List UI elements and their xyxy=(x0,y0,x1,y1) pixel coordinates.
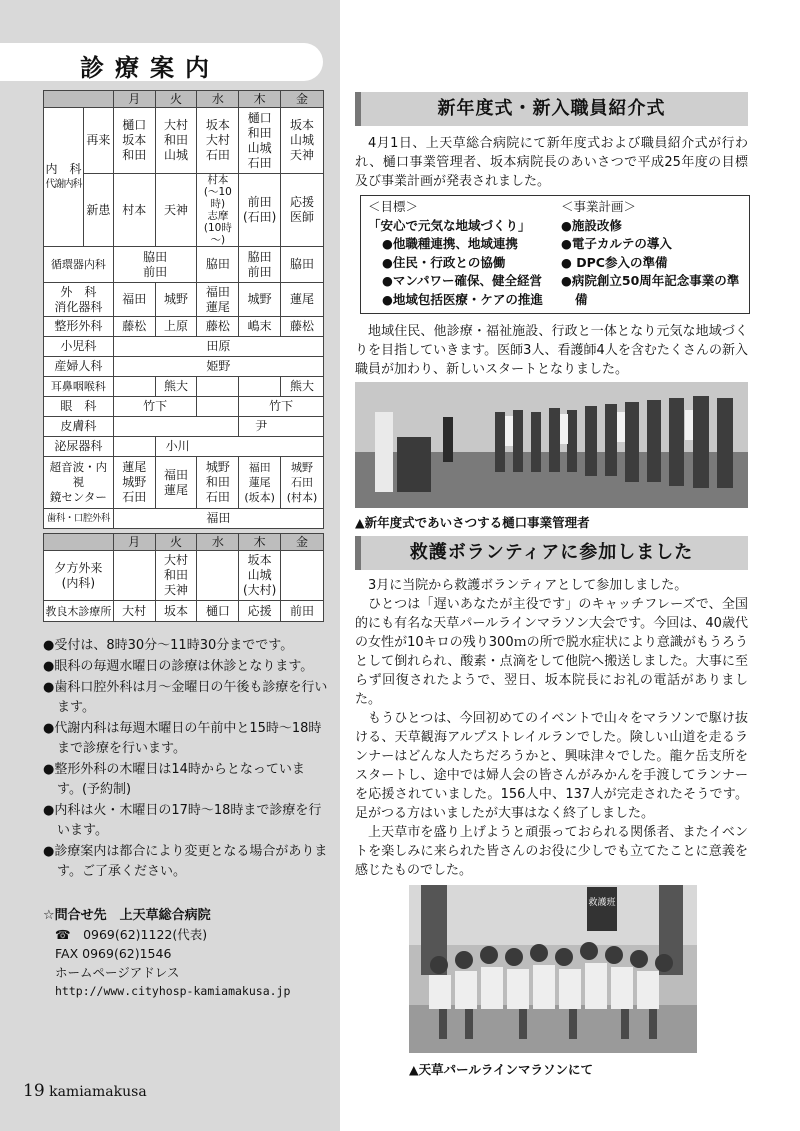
doctor-cell: 城野 石田 (村本) xyxy=(281,457,324,509)
page-number xyxy=(23,1081,147,1101)
schedule-table xyxy=(43,90,324,529)
ceremony-photo-image xyxy=(355,382,748,508)
article2-title: 救護ボランティアに参加しました xyxy=(355,536,748,570)
evening-table xyxy=(43,533,324,622)
dept-yugata: 夕方外来 (内科) xyxy=(44,551,114,601)
plans-column xyxy=(561,198,747,309)
ceremony-caption: ▲新年度式であいさつする樋口事業管理者 xyxy=(355,515,590,530)
doctor-cell: 嶋末 xyxy=(239,317,281,337)
dept-seikei: 整形外科 xyxy=(44,317,114,337)
doctor-cell: 福田 xyxy=(113,283,155,317)
doctor-cell: 藤松 xyxy=(197,317,239,337)
plans-heading: ＜事業計画＞ xyxy=(561,199,637,214)
dept-shika: 歯科・口腔外科 xyxy=(44,509,114,529)
plan-item: ●施設改修 xyxy=(561,217,622,233)
doctor-cell: 姫野 xyxy=(113,357,323,377)
section-title: 診療案内 xyxy=(80,54,220,82)
dept-jibi: 耳鼻咽喉科 xyxy=(44,377,114,397)
doctor-cell: 藤松 xyxy=(281,317,324,337)
goal-item: ●住民・行政との協働 xyxy=(382,254,506,270)
note-item: ●歯科口腔外科は月～金曜日の午後も診療を行います。 xyxy=(43,680,328,715)
day-header: 火 xyxy=(155,534,197,551)
doctor-cell: 小川 xyxy=(155,437,323,457)
dept-shoni: 小児科 xyxy=(44,337,114,357)
doctor-cell xyxy=(197,397,239,417)
doctor-cell: 大村 和田 山城 xyxy=(155,108,197,174)
doctor-cell xyxy=(113,377,155,397)
dept-sanfujin: 産婦人科 xyxy=(44,357,114,377)
goal-item: ●マンパワー確保、健全経営 xyxy=(382,273,543,288)
doctor-cell: 大村 和田 天神 xyxy=(155,551,197,601)
plan-item: ●病院創立50周年記念事業の準備 xyxy=(561,273,740,307)
day-header: 月 xyxy=(113,91,155,108)
doctor-cell: 脇田 前田 xyxy=(239,247,281,283)
goal-item: ●地域包括医療・ケアの推進 xyxy=(382,291,543,307)
dept-hifu: 皮膚科 xyxy=(44,417,114,437)
doctor-cell: 蓮尾 xyxy=(281,283,324,317)
section-title-box xyxy=(0,43,323,81)
doctor-cell: 福田 蓮尾 (坂本) xyxy=(239,457,281,509)
doctor-cell xyxy=(197,551,239,601)
goals-heading: ＜目標＞ xyxy=(368,199,419,214)
doctor-cell: 前田 xyxy=(281,601,324,622)
contact-url[interactable]: http://www.cityhosp-kamiamakusa.jp xyxy=(55,984,291,998)
day-header: 木 xyxy=(239,91,281,108)
dept-hinyo: 泌尿器科 xyxy=(44,437,114,457)
doctor-cell: 坂本 xyxy=(155,601,197,622)
goal-item: 「安心で元気な地域づくり」 xyxy=(368,217,531,233)
doctor-cell: 福田 蓮尾 xyxy=(197,283,239,317)
day-header: 水 xyxy=(197,91,239,108)
doctor-cell: 応援 医師 xyxy=(281,174,324,247)
doctor-cell: 樋口 xyxy=(197,601,239,622)
corner-cell xyxy=(44,91,114,108)
doctor-cell: 尹 xyxy=(239,417,324,437)
article1-intro-text: 4月1日、上天草総合病院にて新年度式および職員紹介式が行われ、樋口事業管理者、坂本病院長のあいさつで平成25年度の目標及び事業計画が発表されました。 xyxy=(355,136,748,189)
notes-list xyxy=(43,636,328,883)
doctor-cell: 脇田 xyxy=(281,247,324,283)
doctor-cell xyxy=(281,551,324,601)
article1-intro xyxy=(355,134,748,191)
ceremony-photo xyxy=(355,382,748,508)
doctor-cell xyxy=(113,417,238,437)
article2-paragraph: 3月に当院から救護ボランティアとして参加しました。 xyxy=(368,578,688,593)
article2-paragraph: ひとつは「遅いあなたが主役です」のキャッチフレーズで、全国的にも有名な天草パールラインマラソン大会です。今回は、40歳代の女性が10キロの残り300ｍの所で脱水症状により意識がもうろうとして倒れられ、酸素・点滴をして他院へ搬送しました。大事に至らず回復されたようで、翌日、坂本院長にお礼の電話がありました。 xyxy=(355,597,748,707)
note-item: ●受付は、8時30分～11時30分までです。 xyxy=(43,638,294,653)
doctor-cell: 城野 和田 石田 xyxy=(197,457,239,509)
marathon-sign-text: 救護班 xyxy=(588,898,616,908)
doctor-cell xyxy=(197,377,239,397)
doctor-cell: 城野 xyxy=(239,283,281,317)
doctor-cell: 脇田 xyxy=(197,247,239,283)
doctor-cell: 藤松 xyxy=(113,317,155,337)
article1-body-text: 地域住民、他診療・福祉施設、行政と一体となり元気な地域づくりを目指していきます。医師3人、看護師4人を含むたくさんの新入職員が加わり、新しいスタートとなりました。 xyxy=(355,324,748,377)
doctor-cell: 坂本 山城 (大村) xyxy=(239,551,281,601)
doctor-cell: 蓮尾 城野 石田 xyxy=(113,457,155,509)
doctor-cell: 大村 xyxy=(113,601,155,622)
doctor-cell xyxy=(239,377,281,397)
dept-naika xyxy=(44,108,84,247)
marathon-photo xyxy=(409,885,697,1053)
doctor-cell: 竹下 xyxy=(113,397,197,417)
article1-title: 新年度式・新入職員紹介式 xyxy=(355,92,748,126)
doctor-cell xyxy=(113,437,155,457)
page-number-value: 19 xyxy=(23,1081,45,1101)
dept-choonpa: 超音波・内視 鏡センター xyxy=(44,457,114,509)
doctor-cell: 上原 xyxy=(155,317,197,337)
goal-item: ●他職種連携、地域連携 xyxy=(382,236,518,251)
doctor-cell: 坂本 山城 天神 xyxy=(281,108,324,174)
doctor-cell: 坂本 大村 石田 xyxy=(197,108,239,174)
doctor-cell: 前田 (石田) xyxy=(239,174,281,247)
doctor-cell: 村本 (～10時) 志摩 (10時～) xyxy=(197,174,239,247)
doctor-cell: 応援 xyxy=(239,601,281,622)
article2-body xyxy=(355,576,748,880)
day-header: 火 xyxy=(155,91,197,108)
dept-sura: 教良木診療所 xyxy=(44,601,114,622)
doctor-cell: 樋口 和田 山城 石田 xyxy=(239,108,281,174)
article2-paragraph: 上天草市を盛り上げようと頑張っておられる関係者、またイベントを楽しみに来られた皆さんのお役に少しでも立てたことに意義を感じたものでした。 xyxy=(355,825,748,878)
day-header: 木 xyxy=(239,534,281,551)
note-item: ●診療案内は都合により変更となる場合があります。ご了承ください。 xyxy=(43,844,328,879)
note-item: ●代謝内科は毎週木曜日の午前中と15時～18時まで診療を行います。 xyxy=(43,721,322,756)
doctor-cell: 天神 xyxy=(155,174,197,247)
note-item: ●内科は火・木曜日の17時～18時まで診療を行います。 xyxy=(43,803,322,838)
contact-title: ☆問合せ先 上天草総合病院 xyxy=(43,908,211,923)
marathon-photo-image xyxy=(409,885,697,1053)
dept-ganka: 眼 科 xyxy=(44,397,114,417)
doctor-cell: 福田 xyxy=(113,509,323,529)
row-label-saikan: 再来 xyxy=(83,108,113,174)
doctor-cell xyxy=(113,551,155,601)
contact-fax: FAX 0969(62)1546 xyxy=(55,946,172,961)
article2-paragraph: もうひとつは、今回初めてのイベントで山々をマラソンで駆け抜ける、天草観海アルプストレイルランでした。険しい山道を走るランナーはどんな人たちだろうかと、興味津々でした。龍ケ岳支所をスタートし、途中では婦人会の皆さんがみかんを手渡してランナーを応援されていました。156人中、137人が完走されたそうです。足がつる方はいましたが大事はなく終了しました。 xyxy=(355,711,748,821)
day-header: 金 xyxy=(281,91,324,108)
dept-label-sub: 代謝内科 xyxy=(45,179,82,190)
dept-junkanki: 循環器内科 xyxy=(44,247,114,283)
doctor-cell: 熊大 xyxy=(281,377,324,397)
corner-cell xyxy=(44,534,114,551)
day-header: 水 xyxy=(197,534,239,551)
doctor-cell: 福田 蓮尾 xyxy=(155,457,197,509)
doctor-cell: 熊大 xyxy=(155,377,197,397)
contact-tel: ☎ 0969(62)1122(代表) xyxy=(55,927,208,942)
doctor-cell: 村本 xyxy=(113,174,155,247)
goals-column xyxy=(368,198,553,309)
row-label-shinkan: 新患 xyxy=(83,174,113,247)
contact-hp-label: ホームページアドレス xyxy=(55,965,180,980)
doctor-cell: 樋口 坂本 和田 xyxy=(113,108,155,174)
doctor-cell: 竹下 xyxy=(239,397,324,417)
doctor-cell: 田原 xyxy=(113,337,323,357)
doctor-cell: 脇田 前田 xyxy=(113,247,197,283)
goals-box xyxy=(360,195,750,314)
page-number-suffix: kamiamakusa xyxy=(49,1084,147,1100)
contact-info xyxy=(43,906,290,1001)
note-item: ●整形外科の木曜日は14時からとなっています。(予約制) xyxy=(43,762,305,797)
article1-body xyxy=(355,322,748,379)
note-item: ●眼科の毎週水曜日の診療は休診となります。 xyxy=(43,659,314,674)
dept-label: 内 科 xyxy=(45,162,82,176)
dept-geka: 外 科 消化器科 xyxy=(44,283,114,317)
day-header: 月 xyxy=(113,534,155,551)
plan-item: ●電子カルテの導入 xyxy=(561,236,672,251)
marathon-caption: ▲天草パールラインマラソンにて xyxy=(409,1062,593,1077)
plan-item: ● DPC参入の準備 xyxy=(561,254,668,270)
doctor-cell: 城野 xyxy=(155,283,197,317)
day-header: 金 xyxy=(281,534,324,551)
